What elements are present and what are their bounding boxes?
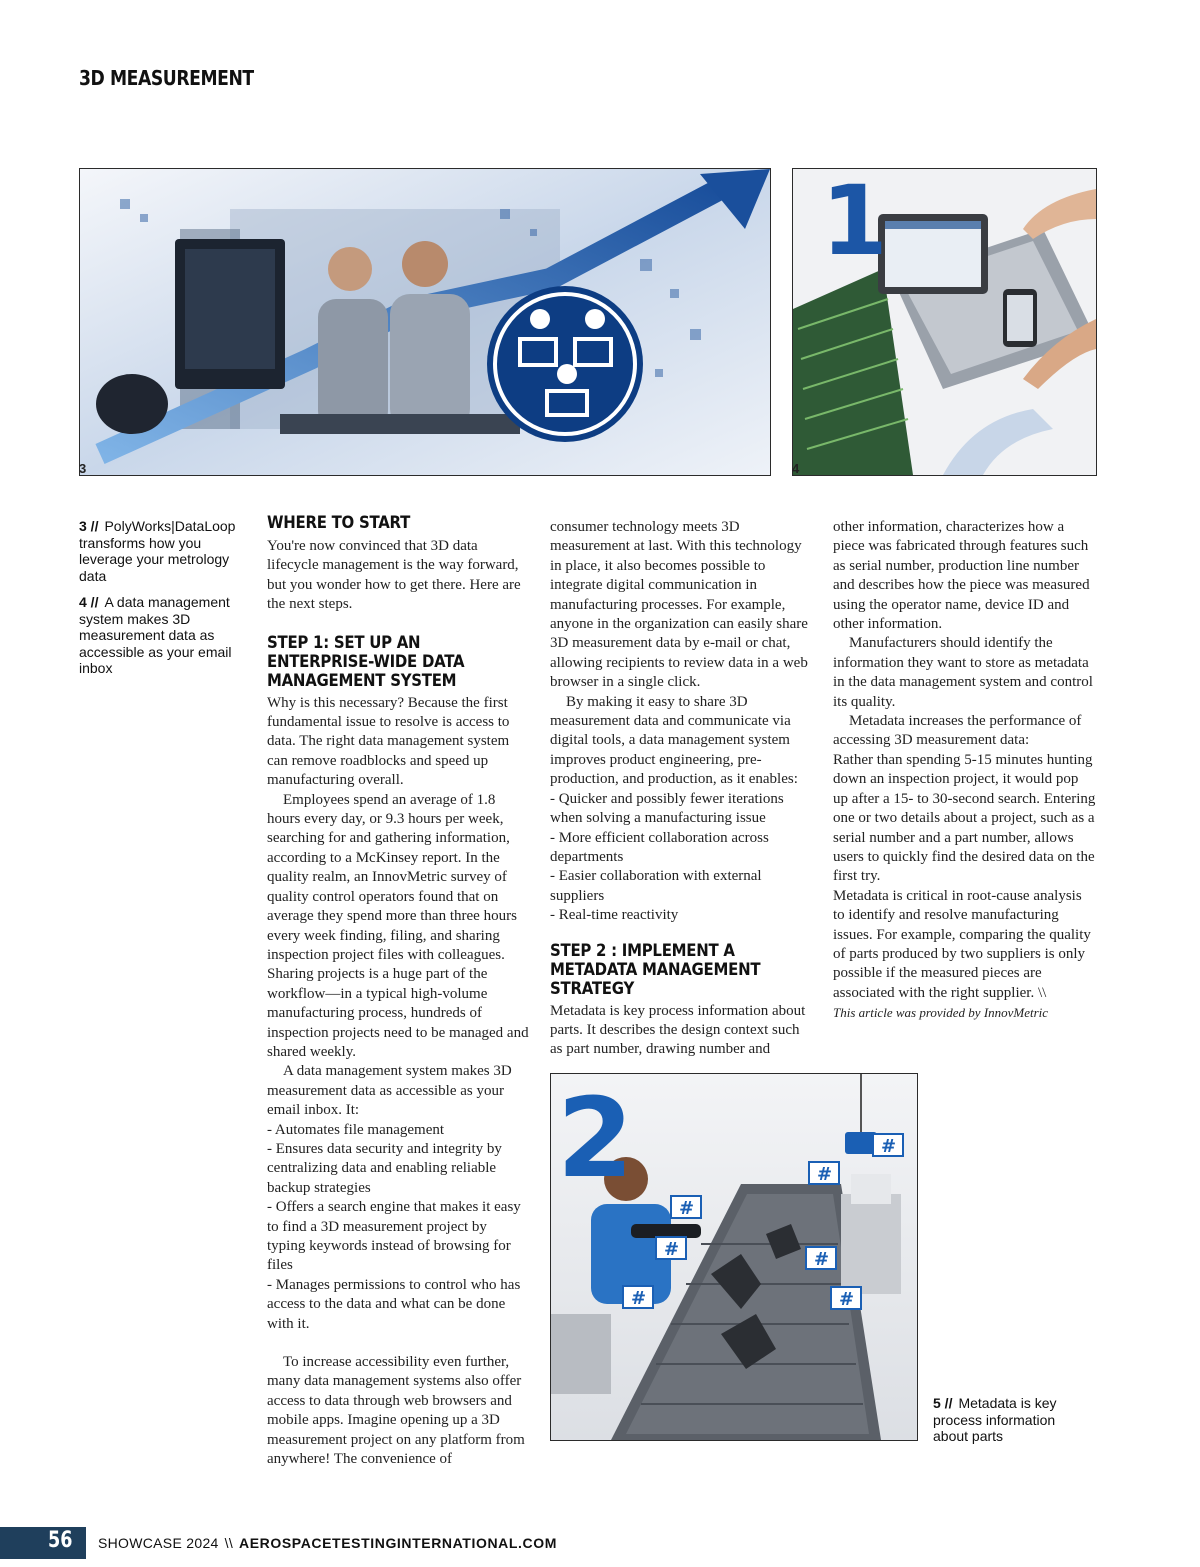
page-number: 56 [48, 1528, 73, 1553]
caption-3-number: 3 // [79, 518, 99, 534]
article-credit: This article was provided by InnovMetric [833, 1005, 1049, 1021]
caption-3-text: PolyWorks|DataLoop transforms how you leverage your metrology data [79, 518, 236, 584]
step1-feature-list [267, 1121, 529, 1334]
figure-4-digit: 1 [821, 169, 888, 277]
caption-3 [79, 518, 247, 584]
col3-paragraph-2: Manufacturers should identify the information they want to store as metadata in the data management system and control its quality. [833, 635, 1093, 710]
figure-3-number: 3 [79, 461, 87, 476]
caption-4 [79, 594, 247, 677]
figure-5-illustration [551, 1074, 917, 1440]
metadata-tag-1: # [679, 1198, 695, 1219]
step1-paragraph-2: Employees spend an average of 1.8 hours every day, or 9.3 hours per week, searching for and gathering information, according to a McKinsey report. In the quality realm, an InnovMetric survey of quality control operators found that on average they spend more than three hours every week finding, filing, and sharing inspection project files with colleagues. Sharing projects is a huge part of the workflow—in a typical high-volume manufacturing process, hundreds of inspection projects need to be managed and shared weekly. [267, 791, 529, 1060]
figure-5-image [550, 1073, 918, 1441]
list-item: - Ensures data security and integrity by centralizing data and enabling reliable backup strategies [267, 1140, 529, 1198]
list-item: - Manages permissions to control who has access to the data and what can be done with it. [267, 1276, 529, 1334]
step2-paragraph-1: Metadata is key process information about parts. It describes the design context such as part number, drawing number and [550, 1002, 806, 1058]
figure-3-illustration [80, 169, 770, 475]
col2-paragraph-2: By making it easy to share 3D measurement data and communicate via digital tools, a data management system improves product engineering, pre-production, and production, as it enables: [550, 693, 798, 788]
caption-5-text: Metadata is key process information about parts [933, 1395, 1057, 1444]
figure-4-image [792, 168, 1097, 476]
col3-paragraph-3: Metadata increases the performance of accessing 3D measurement data: [833, 713, 1082, 749]
col3-paragraph-1: other information, characterizes how a piece was fabricated through features such as serial number, production line number and describes how the piece was measured using the operator name, device ID and other information. [833, 519, 1090, 633]
footer-issue: SHOWCASE 2024 [98, 1535, 219, 1551]
where-to-start-heading: WHERE TO START [267, 513, 411, 533]
caption-block [79, 518, 247, 687]
step1-paragraph-3: A data management system makes 3D measurement data as accessible as your email inbox. It: [267, 1063, 512, 1119]
metadata-tag-3: # [631, 1288, 647, 1309]
caption-4-number: 4 // [79, 594, 99, 610]
step-1-heading: STEP 1: SET UP AN ENTERPRISE-WIDE DATA MANAGEMENT SYSTEM [267, 632, 465, 691]
list-item: - More efficient collaboration across departments [550, 829, 814, 868]
section-label: 3D MEASUREMENT [79, 66, 254, 90]
list-item: - Offers a search engine that makes it easy to find a 3D measurement project by typing keywords instead of browsing for files [267, 1198, 529, 1276]
list-item: - Quicker and possibly fewer iterations when solving a manufacturing issue [550, 790, 814, 829]
metadata-tag-6: # [817, 1164, 833, 1185]
col3-paragraph-5: Metadata is critical in root-cause analysis to identify and resolve manufacturing issues. For example, comparing the quality of parts produced by two suppliers is only possible if the measured pieces are associated with the right supplier. \\ [833, 887, 1091, 1001]
figure-5-digit: 2 [557, 1074, 634, 1202]
metadata-tag-5: # [839, 1289, 855, 1310]
caption-4-text: A data management system makes 3D measurement data as accessible as your email inbox [79, 594, 232, 676]
footer-website: AEROSPACETESTINGINTERNATIONAL.COM [239, 1535, 557, 1551]
figure-4-number: 4 [792, 461, 800, 476]
metadata-tag-7: # [881, 1136, 897, 1157]
step1-paragraph-4: To increase accessibility even further, many data management systems also offer access to data through web browsers and mobile apps. Imagine opening up a 3D measurement project on any platform from anywhere! The convenience of [267, 1354, 525, 1468]
article-column-3 [833, 518, 1097, 1023]
footer-publication [98, 1535, 557, 1551]
metadata-tag-4: # [814, 1249, 830, 1270]
caption-5 [933, 1395, 1083, 1455]
col2-benefit-list [550, 790, 814, 926]
article-column-1 [267, 514, 529, 1469]
article-column-2 [550, 518, 814, 1060]
col2-paragraph-1: consumer technology meets 3D measurement at last. With this technology in place, it also becomes possible to integrate digital communication in manufacturing processes. For example, anyone in the organization can easily share 3D measurement data by e-mail or chat, allowing recipients to review data in a web browser in a single click. [550, 519, 808, 691]
list-item: - Real-time reactivity [550, 906, 814, 925]
step1-paragraph-1: Why is this necessary? Because the first fundamental issue to resolve is access to data. The right data management system can remove roadblocks and speed up manufacturing overall. [267, 694, 510, 789]
metadata-tag-2: # [664, 1239, 680, 1260]
col3-paragraph-4: Rather than spending 5-15 minutes hunting down an inspection project, it would pop up after a 15- to 30-second search. Entering one or two details about a project, such as a serial number and a part number, allows users to quickly find the desired data on the first try. [833, 751, 1096, 885]
footer-page-tab [0, 1527, 86, 1559]
list-item: - Automates file management [267, 1121, 529, 1140]
footer-separator: \\ [224, 1535, 234, 1551]
figure-4-illustration [793, 169, 1096, 475]
figure-3-image [79, 168, 771, 476]
caption-5-number: 5 // [933, 1395, 953, 1411]
step-2-heading: STEP 2 : IMPLEMENT A METADATA MANAGEMENT STRATEGY [550, 940, 761, 999]
list-item: - Easier collaboration with external suppliers [550, 867, 814, 906]
where-paragraph-1: You're now convinced that 3D data lifecycle management is the way forward, but you wonder how to get there. Here are the next steps. [267, 538, 521, 613]
